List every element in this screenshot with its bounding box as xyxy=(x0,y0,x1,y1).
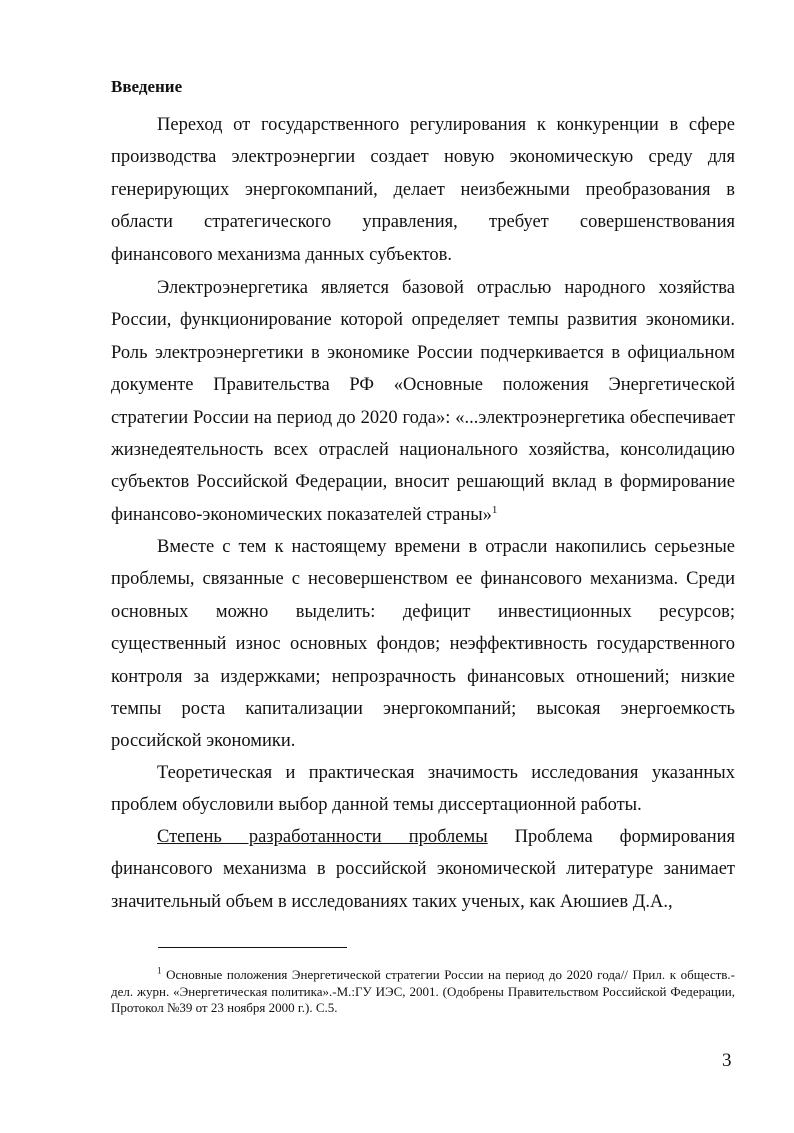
paragraph-5 xyxy=(111,821,735,918)
paragraph-1-text: Переход от государственного регулирования к конкуренции в сфере производства электроэнергии создает новую экономическую среду для генерирующих энергокомпаний, делает неизбежными преобразования в области стратегического управления, требует совершенствования финансового механизма данных субъектов. xyxy=(111,115,735,265)
footnote-text: Основные положения Энергетической стратегии России на период до 2020 года// Прил. к обществ.- дел. журн. «Энергетическая политика».-М.:ГУ ИЭС, 2001. (Одобрены Правительством Российской Федерации, Протокол №39 от 23 ноября 2000 г.). С.5. xyxy=(111,967,735,1015)
footnote-divider xyxy=(158,947,347,948)
footnote xyxy=(111,967,735,1017)
paragraph-5-text: Проблема формирования финансового механизма в российской экономической литературе занимает значительный объем в исследованиях таких ученых, как Аюшиев Д.А., xyxy=(111,827,735,912)
page-number: 3 xyxy=(722,1050,732,1071)
paragraph-3 xyxy=(111,531,735,758)
section-heading: Введение xyxy=(111,77,183,96)
paragraph-1 xyxy=(111,109,735,271)
paragraph-3-text: Вместе с тем к настоящему времени в отрасли накопились серьезные проблемы, связанные с несовершенством ее финансового механизма. Среди основных можно выделить: дефицит инвестиционных ресурсов; существенный износ основных фондов; неэффективность государственного контроля за издержками; непрозрачность финансовых отношений; низкие темпы роста капитализации энергокомпаний; высокая энергоемкость российской экономики. xyxy=(111,537,735,752)
paragraph-4 xyxy=(111,757,735,822)
footnote-reference: 1 xyxy=(491,503,498,516)
section-subtitle-underlined: Степень разработанности проблемы xyxy=(157,827,488,847)
paragraph-4-text: Теоретическая и практическая значимость исследования указанных проблем обусловили выбор данной темы диссертационной работы. xyxy=(111,763,735,816)
paragraph-2-text: Электроэнергетика является базовой отраслью народного хозяйства России, функционирование которой определяет темпы развития экономики. Роль электроэнергетики в экономике России подчеркивается в официальном документе Правительства РФ «Основные положения Энергетической стратегии России на период до 2020 года»: «...электроэнергетика обеспечивает жизнедеятельность всех отраслей национального хозяйства, консолидацию субъектов Российской Федерации, вносит решающий вклад в формирование финансово-экономических показателей страны» xyxy=(111,278,735,525)
paragraph-2 xyxy=(111,272,735,531)
footnote-number: 1 xyxy=(157,965,162,976)
